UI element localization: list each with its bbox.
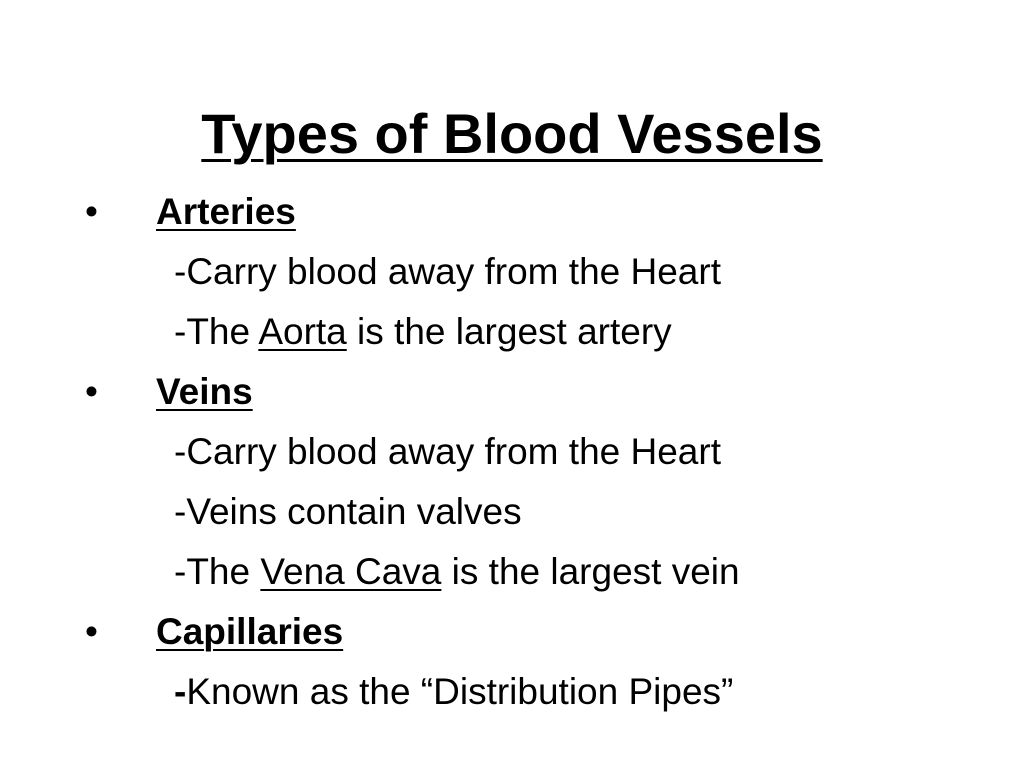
list-item-dash: -	[174, 671, 187, 712]
list-item	[174, 310, 672, 354]
bullet-icon: •	[85, 191, 98, 232]
list-item-suffix: is the largest vein	[441, 551, 740, 592]
list-item	[174, 670, 733, 714]
list-item-text: Known as the “Distribution Pipes”	[186, 671, 734, 712]
bullet-icon: •	[85, 371, 98, 412]
list-item-suffix: is the largest artery	[346, 311, 672, 352]
section-heading-veins: Veins	[156, 371, 253, 412]
list-item: -Carry blood away from the Heart	[174, 431, 721, 472]
list-item-prefix: -The	[174, 551, 261, 592]
list-item	[174, 550, 740, 594]
section-heading-arteries: Arteries	[156, 191, 296, 232]
bullet-icon: •	[85, 611, 98, 652]
list-item-emphasis-vena-cava: Vena Cava	[260, 551, 442, 592]
list-item-emphasis-aorta: Aorta	[258, 311, 347, 352]
section-heading-capillaries: Capillaries	[156, 611, 344, 652]
list-item: -Veins contain valves	[174, 491, 522, 532]
list-item: -Carry blood away from the Heart	[174, 251, 721, 292]
slide-title: Types of Blood Vessels	[201, 102, 823, 165]
list-item-prefix: -The	[174, 311, 259, 352]
